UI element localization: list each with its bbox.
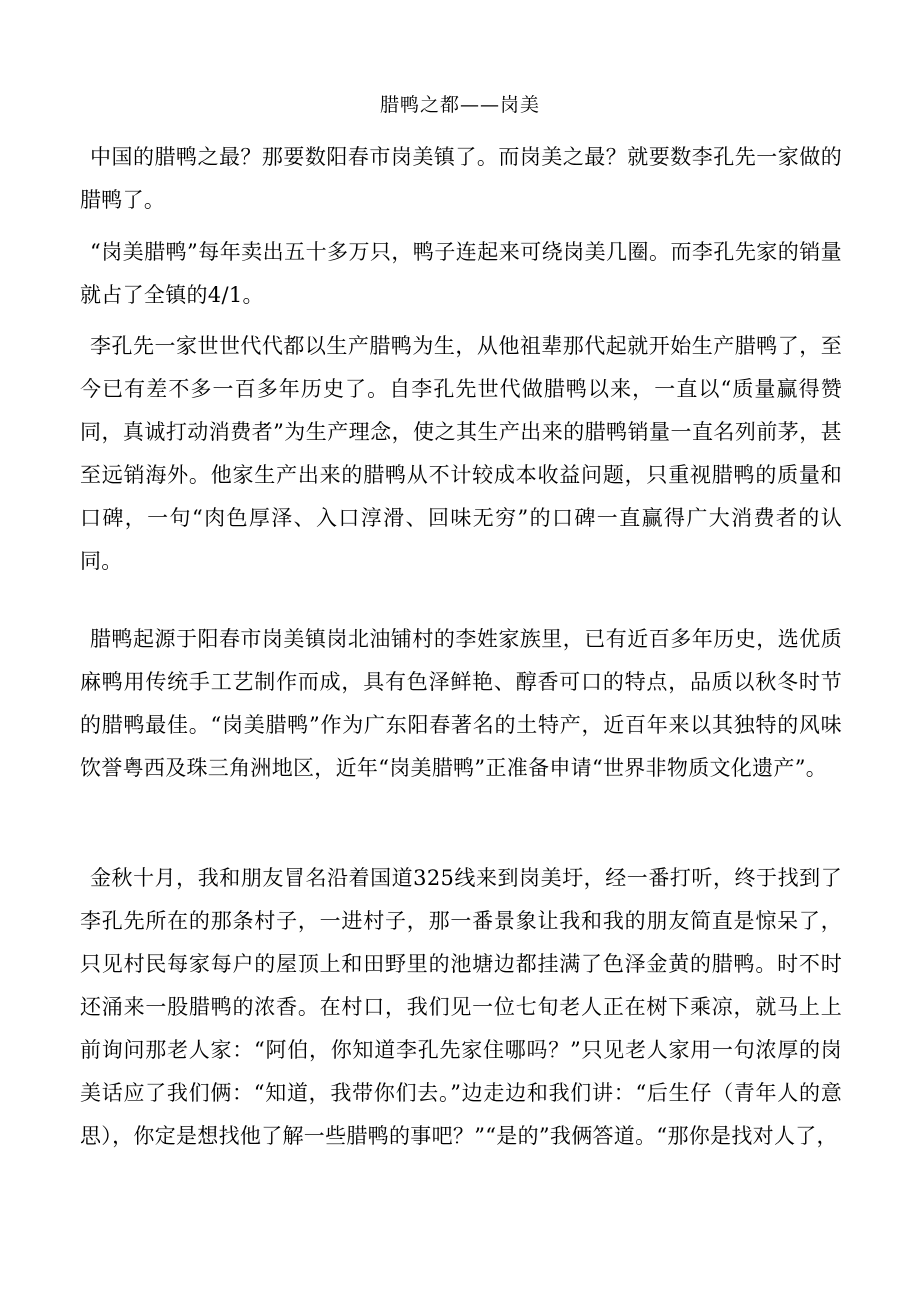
paragraph-1: 中国的腊鸭之最？那要数阳春市岗美镇了。而岗美之最？就要数李孔先一家做的腊鸭了。: [80, 145, 842, 212]
paragraph-5: 金秋十月，我和朋友冒名沿着国道325线来到岗美圩，经一番打听，终于找到了李孔先所在的那条村子，一进村子，那一番景象让我和我的朋友简直是惊呆了，只见村民每家每户的屋顶上和田野里的池塘边都挂满了色泽金黄的腊鸭。时不时还涌来一股腊鸭的浓香。在村口，我们见一位七旬老人正在树下乘凉，就马上上前询问那老人家：“阿伯，你知道李孔先家住哪吗？”只见老人家用一句浓厚的岗美话应了我们俩：“知道，我带你们去。”边走边和我们讲：“后生仔（青年人的意思），你定是想找他了解一些腊鸭的事吧？”“是的”我俩答道。“那你是找对人了，: [80, 866, 842, 1148]
paragraph-4: 腊鸭起源于阳春市岗美镇岗北油铺村的李姓家族里，已有近百多年历史，选优质麻鸭用传统手工艺制作而成，具有色泽鲜艳、醇香可口的特点，品质以秋冬时节的腊鸭最佳。“岗美腊鸭”作为广东阳春著名的土特产，近百年来以其独特的风味饮誉粤西及珠三角洲地区，近年“岗美腊鸭”正准备申请“世界非物质文化遗产”。: [80, 627, 842, 780]
paragraph-2: “岗美腊鸭”每年卖出五十多万只，鸭子连起来可绕岗美几圈。而李孔先家的销量就占了全镇的4/1。: [80, 240, 842, 307]
document-title: 腊鸭之都——岗美: [379, 94, 540, 116]
paragraph-3: 李孔先一家世世代代都以生产腊鸭为生，从他祖辈那代起就开始生产腊鸭了，至今已有差不多一百多年历史了。自李孔先世代做腊鸭以来，一直以“质量赢得赞同，真诚打动消费者”为生产理念，使之其生产出来的腊鸭销量一直名列前茅，甚至远销海外。他家生产出来的腊鸭从不计较成本收益问题，只重视腊鸭的质量和口碑，一句“肉色厚泽、入口淳滑、回味无穷”的口碑一直赢得广大消费者的认同。: [80, 334, 842, 573]
